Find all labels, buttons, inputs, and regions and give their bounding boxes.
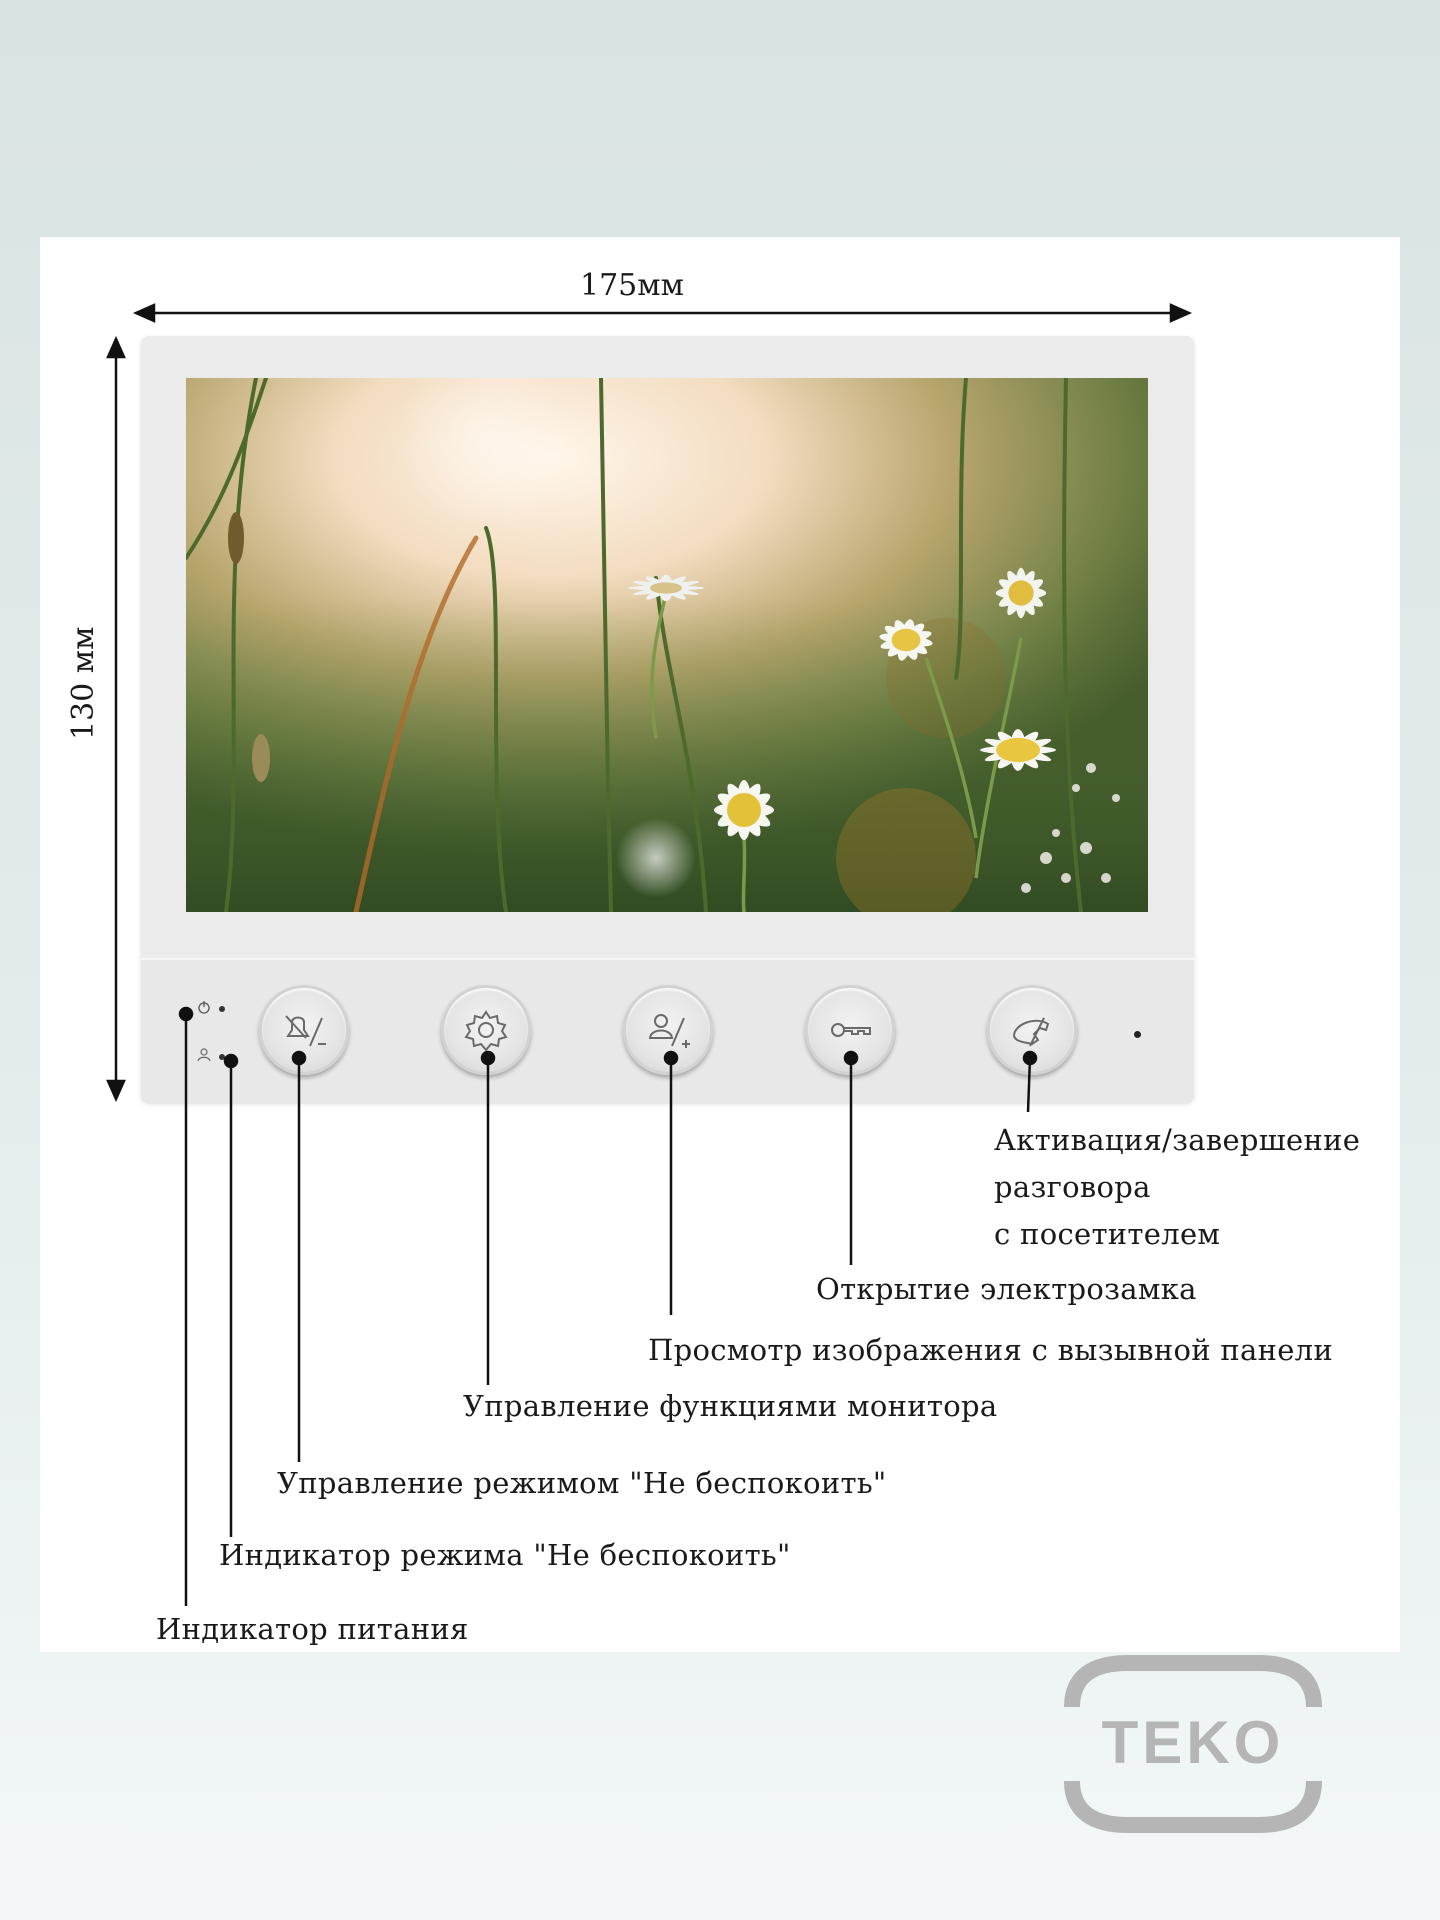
unlock-button[interactable] xyxy=(805,985,895,1075)
settings-button[interactable] xyxy=(441,985,531,1075)
callout-dnd-indicator: Индикатор режима "Не беспокоить" xyxy=(219,1538,791,1572)
power-icon xyxy=(197,1000,211,1014)
dnd-indicator-led xyxy=(219,1054,225,1060)
callout-dnd-control: Управление режимом "Не беспокоить" xyxy=(277,1466,887,1500)
callout-settings: Управление функциями монитора xyxy=(463,1389,998,1423)
dnd-volume-down-button[interactable] xyxy=(259,985,349,1075)
width-dimension-label: 175мм xyxy=(580,268,684,303)
gear-icon xyxy=(444,988,528,1072)
monitor-screen-image xyxy=(186,378,1148,912)
teko-logo xyxy=(1058,1655,1328,1833)
callout-power-indicator: Индикатор питания xyxy=(156,1612,469,1646)
monitor-view-button[interactable] xyxy=(623,985,713,1075)
call-button[interactable] xyxy=(987,985,1077,1075)
callout-unlock: Открытие электрозамка xyxy=(816,1272,1197,1306)
height-dimension-label: 130 мм xyxy=(66,626,101,740)
person-plus-icon xyxy=(626,988,710,1072)
key-icon xyxy=(808,988,892,1072)
dnd-person-icon xyxy=(197,1048,211,1062)
phone-handset-icon xyxy=(990,988,1074,1072)
callout-call-line3: с посетителем xyxy=(994,1217,1221,1251)
bell-off-minus-icon xyxy=(262,988,346,1072)
callout-call-line2: разговора xyxy=(994,1170,1151,1204)
callout-view: Просмотр изображения с вызывной панели xyxy=(648,1333,1334,1367)
power-indicator-led xyxy=(219,1006,225,1012)
svg-text:TEKO: TEKO xyxy=(1101,1709,1285,1776)
callout-call-line1: Активация/завершение xyxy=(994,1123,1361,1157)
microphone-hole xyxy=(1134,1031,1141,1038)
